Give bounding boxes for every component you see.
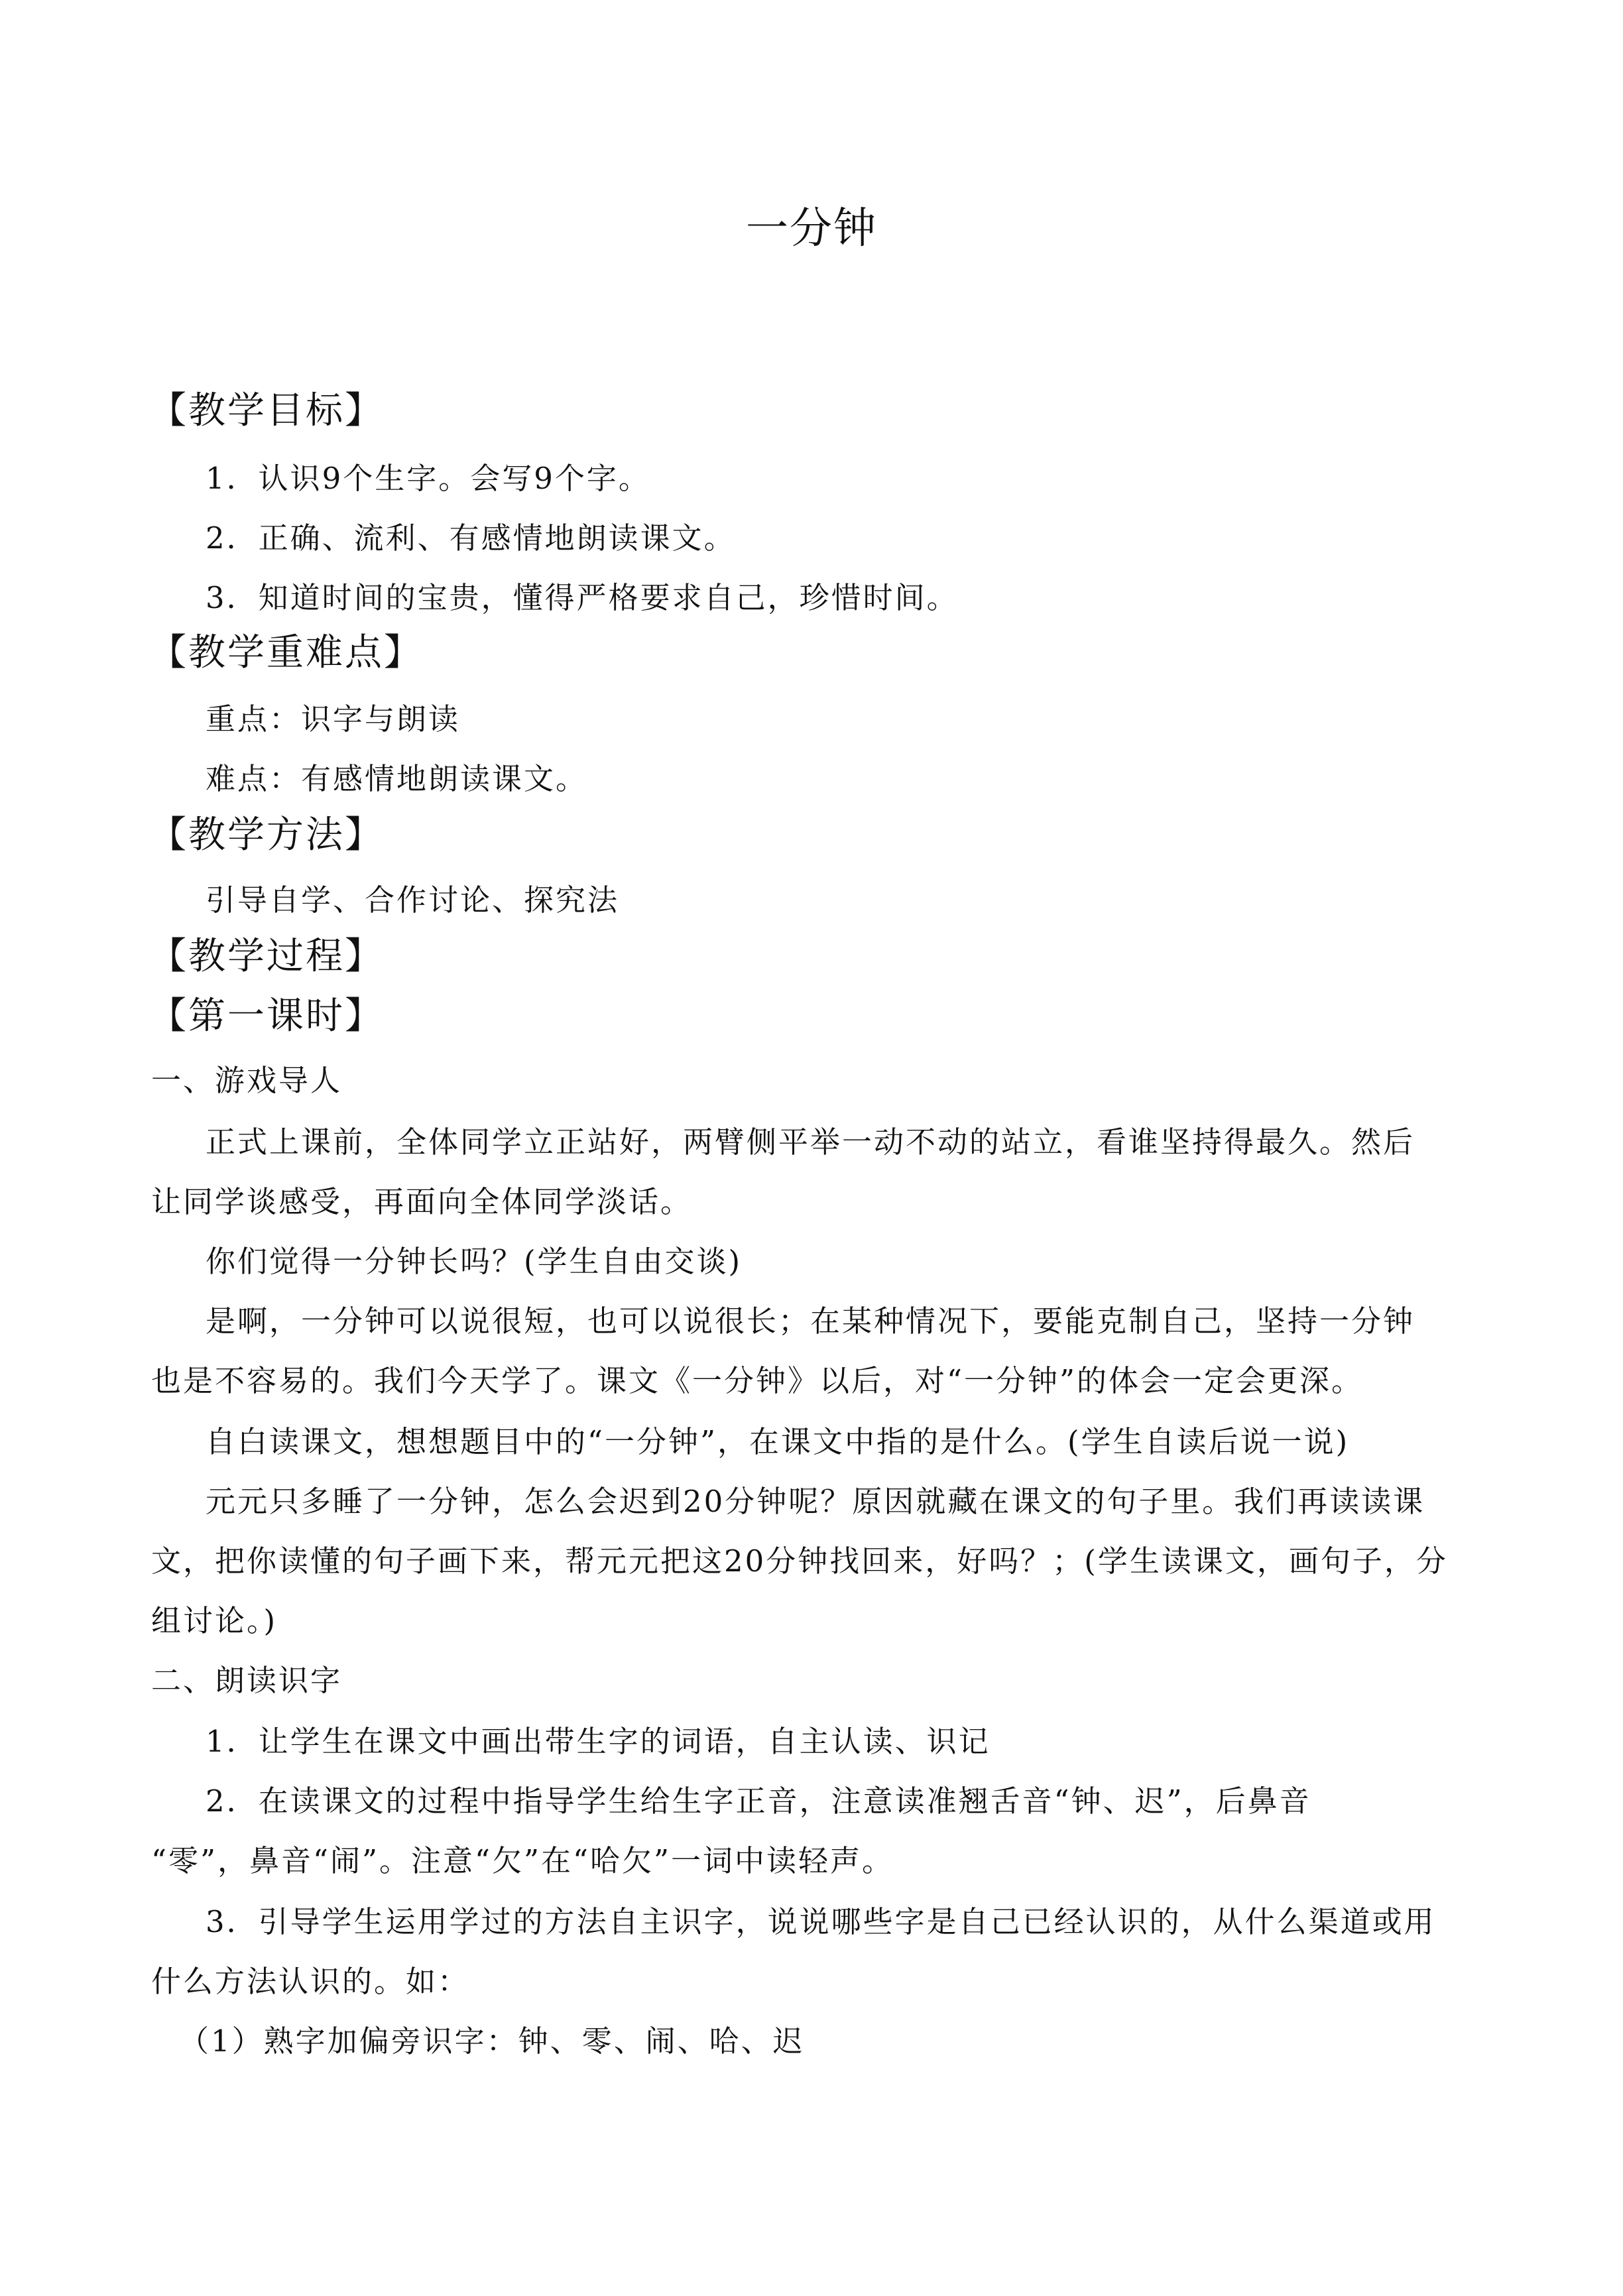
- part1-paragraph-3-line-2: 也是不容易的。我们今天学了。课文《一分钟》以后，对“一分钟”的体会一定会更深。: [151, 1363, 1364, 1398]
- part2-heading: 二、朗读识字: [151, 1663, 343, 1698]
- goals-heading: 【教学目标】: [149, 389, 384, 432]
- difficult-point: 难点：有感情地朗读课文。: [206, 761, 588, 796]
- difficulty-heading: 【教学重难点】: [149, 631, 423, 674]
- process-heading: 【教学过程】: [149, 935, 384, 978]
- part1-paragraph-1-line-1: 正式上课前，全体同学立正站好，两臂侧平举一动不动的站立，看谁坚持得最久。然后: [206, 1124, 1415, 1160]
- part2-item-1: 1．让学生在课文中画出带生字的词语，自主认读、识记: [206, 1724, 991, 1759]
- part1-paragraph-3-line-1: 是啊，一分钟可以说很短，也可以说很长；在某种情况下，要能克制自己，坚持一分钟: [206, 1303, 1415, 1339]
- part1-heading: 一、游戏导人: [151, 1063, 343, 1098]
- part2-item-2-line-2: “零”，鼻音“闹”。注意“欠”在“哈欠”一词中读轻声。: [151, 1843, 894, 1878]
- method-heading: 【教学方法】: [149, 814, 384, 857]
- part2-item-3-line-2: 什么方法认识的。如：: [151, 1964, 470, 1999]
- part2-item-3-subitem-1: （1）熟字加偏旁识字：钟、零、闹、哈、迟: [179, 2024, 805, 2059]
- key-point: 重点：识字与朗读: [206, 701, 461, 737]
- goal-item-3: 3．知道时间的宝贵，懂得严格要求自己，珍惜时间。: [206, 580, 959, 615]
- lesson-heading: 【第一课时】: [149, 995, 384, 1038]
- part1-paragraph-2: 你们觉得一分钟长吗？(学生自由交谈): [206, 1244, 743, 1279]
- part2-item-2-line-1: 2．在读课文的过程中指导学生给生字正音，注意读准翘舌音“钟、迟”，后鼻音: [206, 1783, 1311, 1819]
- part1-paragraph-1-line-2: 让同学谈感受，再面向全体同学淡话。: [151, 1184, 693, 1219]
- page-title: 一分钟: [746, 204, 877, 253]
- goal-item-1: 1．认识9个生字。会写9个字。: [206, 461, 650, 496]
- part1-paragraph-5-line-2: 文，把你读懂的句子画下来，帮元元把这20分钟找回来，好吗？；(学生读课文，画句子，分: [151, 1543, 1448, 1579]
- part1-paragraph-5-line-1: 元元只多睡了一分钟，怎么会迟到20分钟呢？原因就藏在课文的句子里。我们再读读课: [206, 1484, 1425, 1519]
- part2-item-3-line-1: 3．引导学生运用学过的方法自主识字，说说哪些字是自己已经认识的，从什么渠道或用: [206, 1904, 1436, 1939]
- method-text: 引导自学、合作讨论、探究法: [206, 882, 620, 918]
- part1-paragraph-5-line-3: 组讨论。): [151, 1603, 278, 1638]
- goal-item-2: 2．正确、流利、有感情地朗读课文。: [206, 520, 736, 556]
- part1-paragraph-4: 自白读课文，想想题目中的“一分钟”，在课文中指的是什么。(学生自读后说一说): [206, 1424, 1350, 1459]
